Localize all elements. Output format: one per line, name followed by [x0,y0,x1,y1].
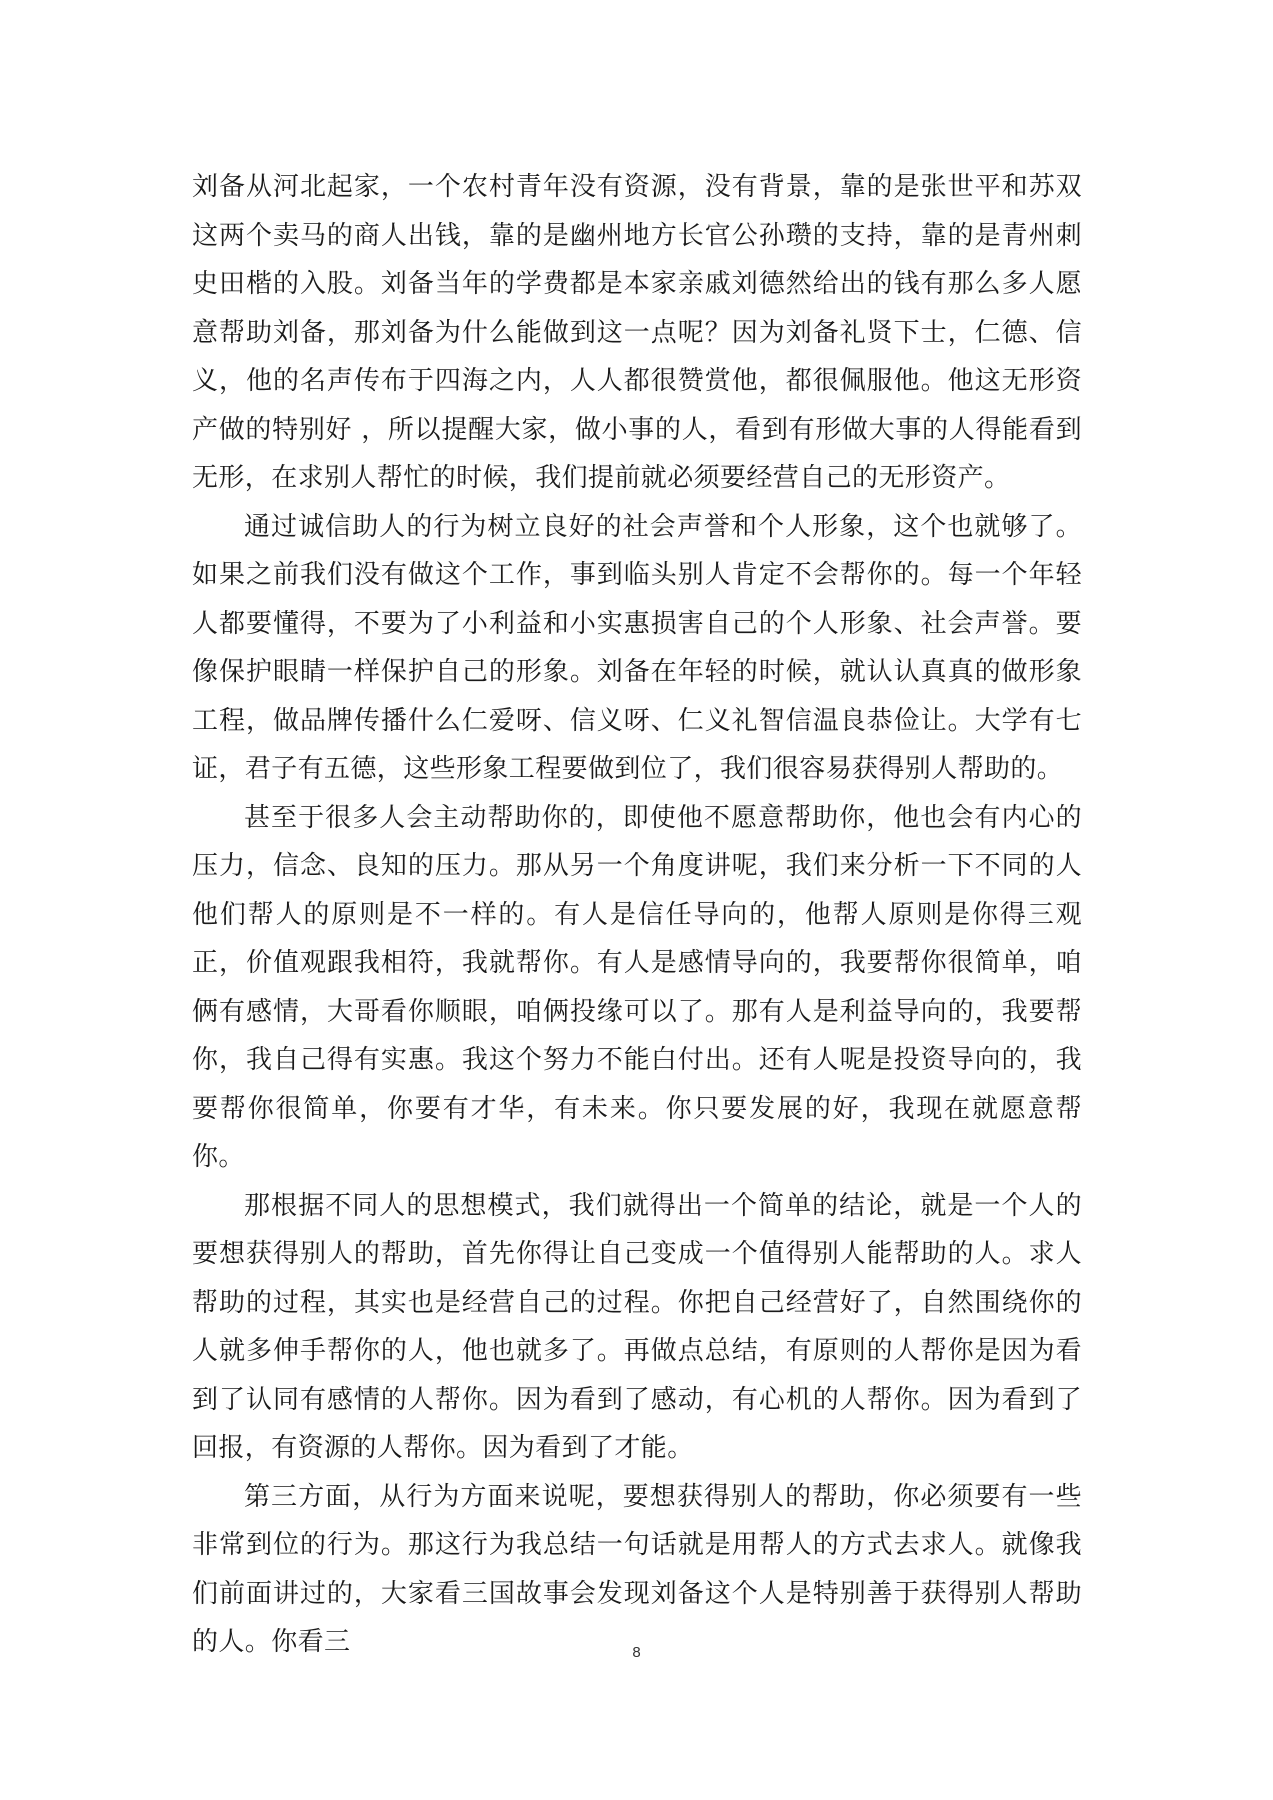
paragraph-1: 刘备从河北起家，一个农村青年没有资源，没有背景，靠的是张世平和苏双这两个卖马的商人出钱，靠的是幽州地方长官公孙瓒的支持，靠的是青州刺史田楷的入股。刘备当年的学费都是本家亲戚刘德然给出的钱有那么多人愿意帮助刘备，那刘备为什么能做到这一点呢？因为刘备礼贤下士，仁德、信义，他的名声传布于四海之内，人人都很赞赏他，都很佩服他。他这无形资产做的特别好 ，所以提醒大家，做小事的人，看到有形做大事的人得能看到无形，在求别人帮忙的时候，我们提前就必须要经营自己的无形资产。 [192,172,1082,493]
paragraph-5: 第三方面，从行为方面来说呢，要想获得别人的帮助，你必须要有一些非常到位的行为。那这行为我总结一句话就是用帮人的方式去求人。就像我们前面讲过的，大家看三国故事会发现刘备这个人是特别善于获得别人帮助的人。你看三 [192,1481,1082,1657]
paragraph-2: 通过诚信助人的行为树立良好的社会声誉和个人形象，这个也就够了。如果之前我们没有做这个工作，事到临头别人肯定不会帮你的。每一个年轻人都要懂得，不要为了小利益和小实惠损害自己的个人形象、社会声誉。要像保护眼睛一样保护自己的形象。刘备在年轻的时候，就认认真真的做形象工程，做品牌传播什么仁爱呀、信义呀、仁义礼智信温良恭俭让。大学有七证，君子有五德，这些形象工程要做到位了，我们很容易获得别人帮助的。 [192,511,1082,784]
page-number: 8 [632,1644,641,1661]
paragraph-3: 甚至于很多人会主动帮助你的，即使他不愿意帮助你，他也会有内心的压力，信念、良知的压力。那从另一个角度讲呢，我们来分析一下不同的人他们帮人的原则是不一样的。有人是信任导向的，他帮人原则是你得三观正，价值观跟我相符，我就帮你。有人是感情导向的，我要帮你很简单，咱俩有感情，大哥看你顺眼，咱俩投缘可以了。那有人是利益导向的，我要帮你，我自己得有实惠。我这个努力不能白付出。还有人呢是投资导向的，我要帮你很简单，你要有才华，有未来。你只要发展的好，我现在就愿意帮你。 [192,802,1082,1172]
paragraph-4: 那根据不同人的思想模式，我们就得出一个简单的结论，就是一个人的要想获得别人的帮助，首先你得让自己变成一个值得别人能帮助的人。求人帮助的过程，其实也是经营自己的过程。你把自己经营好了，自然围绕你的人就多伸手帮你的人，他也就多了。再做点总结，有原则的人帮你是因为看到了认同有感情的人帮你。因为看到了感动，有心机的人帮你。因为看到了回报，有资源的人帮你。因为看到了才能。 [192,1190,1082,1463]
body-text [192,163,1082,1667]
